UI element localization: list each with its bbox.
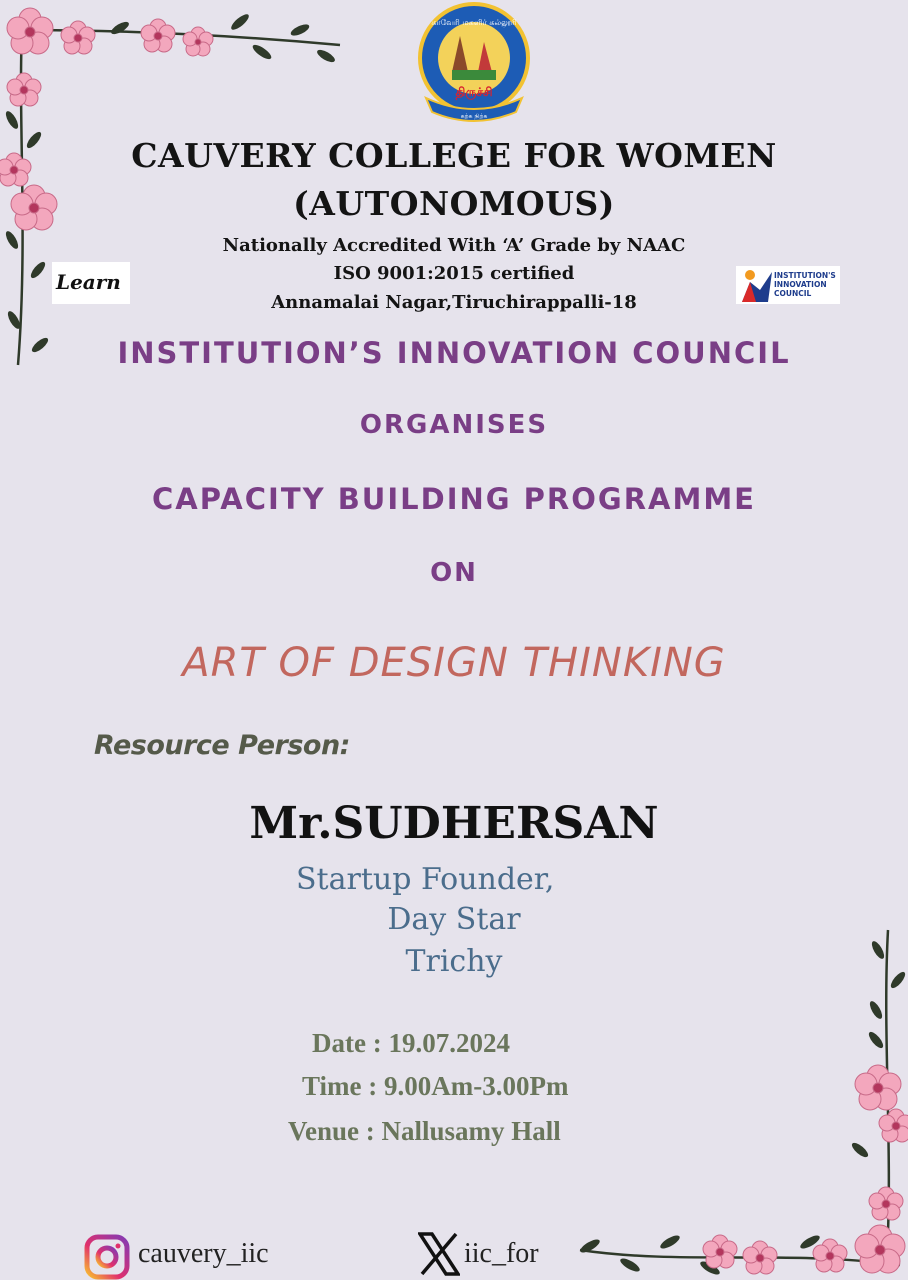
organiser-title: INSTITUTION’S INNOVATION COUNCIL — [117, 336, 791, 370]
designation-line3: Trichy — [405, 944, 503, 979]
x-icon — [418, 1232, 460, 1276]
x-handle-text: iic_for — [464, 1238, 539, 1269]
speaker-name: Mr.SUDHERSAN — [249, 798, 659, 849]
college-name-line1: CAUVERY COLLEGE FOR WOMEN — [131, 136, 777, 175]
college-name-line2: (AUTONOMOUS) — [293, 184, 615, 223]
resource-person-label: Resource Person: — [94, 730, 350, 761]
instagram-handle[interactable] — [84, 1232, 324, 1280]
organises-text: ORGANISES — [359, 410, 549, 440]
designation-line1: Startup Founder, — [296, 862, 555, 897]
svg-text:கற்க நிற்க: கற்க நிற்க — [460, 113, 488, 120]
iic-logo — [736, 266, 840, 304]
iic-logo-line3: COUNCIL — [774, 289, 812, 298]
iic-logo-line1: INSTITUTION'S — [774, 271, 836, 280]
iic-emblem-icon — [738, 266, 774, 304]
college-logo — [412, 2, 536, 130]
instagram-handle-text: cauvery_iic — [138, 1238, 269, 1269]
svg-text:காவேரி மகளிர் கல்லூரி: காவேரி மகளிர் கல்லூரி — [431, 18, 517, 27]
event-date: Date : 19.07.2024 — [312, 1028, 510, 1058]
event-venue: Venue : Nallusamy Hall — [288, 1116, 561, 1146]
event-topic: ART OF DESIGN THINKING — [182, 640, 726, 686]
iic-logo-line2: INNOVATION — [774, 280, 827, 289]
svg-text:திருச்சி: திருச்சி — [455, 85, 493, 99]
x-handle[interactable] — [418, 1232, 578, 1280]
iso-text: ISO 9001:2015 certified — [333, 263, 575, 284]
designation-line2: Day Star — [387, 902, 521, 937]
address-text: Annamalai Nagar,Tiruchirappalli-18 — [271, 292, 637, 313]
event-time: Time : 9.00Am-3.00Pm — [302, 1071, 569, 1101]
programme-title: CAPACITY BUILDING PROGRAMME — [151, 482, 756, 516]
accreditation-text: Nationally Accredited With ‘A’ Grade by NAAC — [222, 235, 686, 256]
on-text: ON — [430, 558, 478, 588]
learn-logo: Learn — [52, 262, 130, 304]
instagram-icon — [84, 1234, 130, 1280]
